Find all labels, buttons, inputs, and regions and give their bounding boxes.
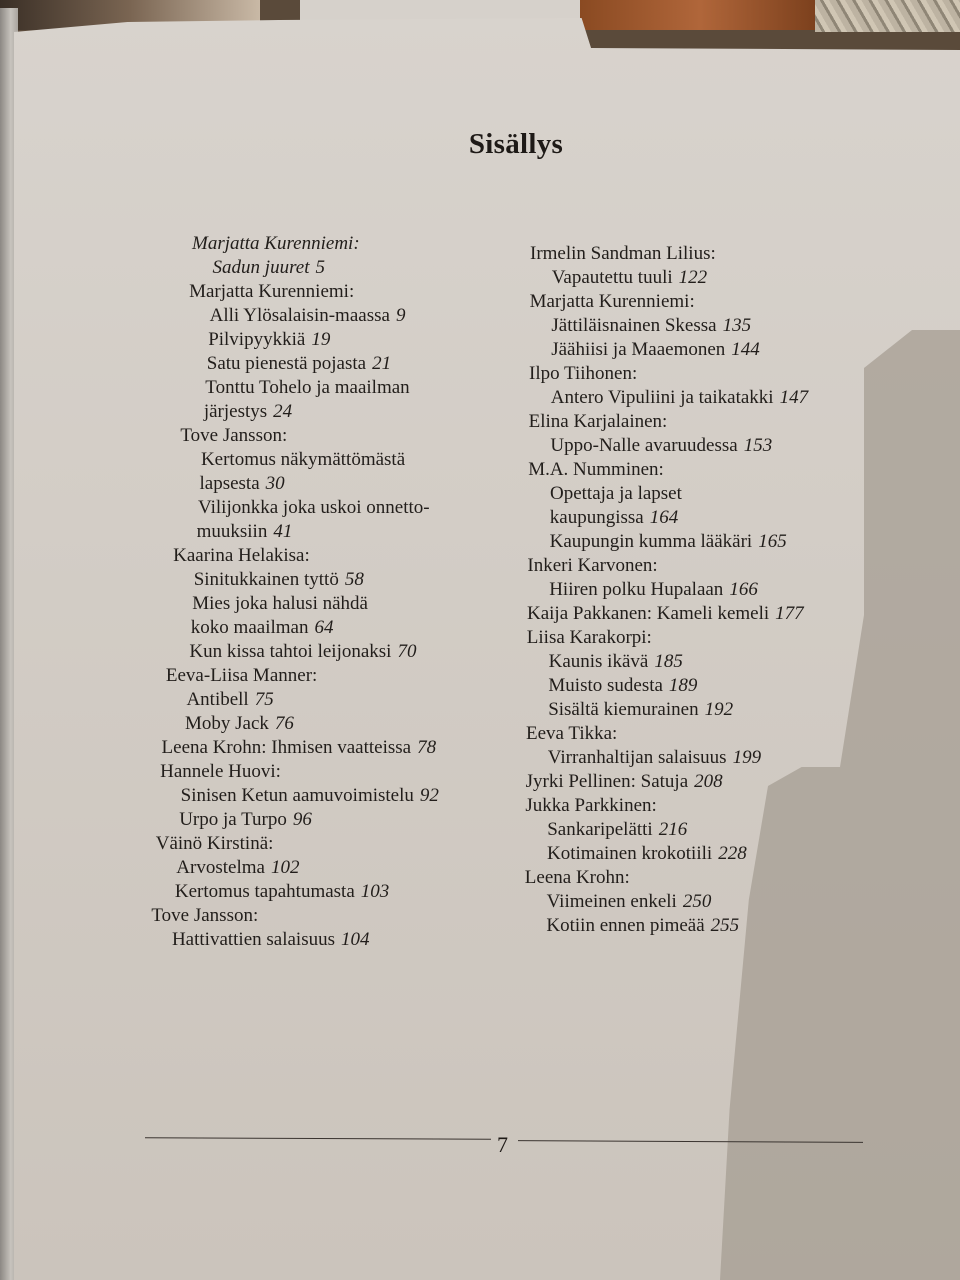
toc-entry-title (179, 448, 510, 472)
toc-entry-title (175, 520, 510, 544)
toc-entry-title (163, 712, 510, 736)
toc-entry-title (529, 338, 883, 362)
toc-entry-title (157, 808, 510, 832)
toc-entry-author (527, 602, 883, 626)
entry-text: Antibell (186, 689, 249, 710)
background-paper-sheet (300, 0, 590, 20)
entry-text: Marjatta Kurenniemi: (192, 233, 360, 254)
entry-text: Kaarina Helakisa: (173, 545, 310, 566)
entry-text: Jukka Parkkinen: (525, 795, 657, 816)
toc-entry-title (191, 256, 510, 280)
toc-entry-author (529, 410, 883, 434)
page-ref: 21 (372, 353, 392, 374)
entry-text: Kertomus näkymättömästä (200, 449, 406, 470)
entry-text: Arvostelma (176, 857, 265, 878)
entry-text: Irmelin Sandman Lilius: (530, 243, 716, 264)
entry-text: Vilijonkka joka uskoi onnetto- (198, 497, 430, 518)
page-ref: 165 (758, 531, 787, 552)
entry-text: Virranhaltijan salaisuus (547, 747, 727, 768)
toc-entry-title (526, 674, 883, 698)
background-wood-table (580, 0, 820, 30)
entry-text: Tonttu Tohelo ja maailman (205, 377, 410, 398)
toc-entry-title (178, 472, 511, 496)
toc-entry-author (527, 554, 883, 578)
entry-text: Antero Vipuliini ja taikatakki (550, 387, 774, 408)
page-ref: 166 (729, 579, 758, 600)
entry-text: Kotimainen krokotiili (547, 843, 713, 864)
page-ref: 78 (417, 737, 437, 758)
page-ref: 228 (718, 843, 747, 864)
page-ref: 75 (254, 689, 274, 710)
page-ref: 76 (274, 713, 294, 734)
page-ref: 58 (344, 569, 364, 590)
entry-text: Urpo ja Turpo (179, 809, 287, 830)
entry-text: M.A. Numminen: (528, 459, 664, 480)
toc-entry-title (529, 314, 883, 338)
toc-entry-author (189, 280, 510, 304)
toc-entry-title (526, 746, 883, 770)
page-ref: 30 (265, 473, 285, 494)
toc-entry-author (151, 904, 510, 928)
page-ref: 189 (668, 675, 698, 696)
entry-text: Mies joka halusi nähdä (192, 593, 368, 614)
page-ref: 185 (654, 651, 683, 672)
page-ref: 153 (743, 435, 773, 456)
page-ref: 177 (775, 603, 804, 624)
toc-entry-title (525, 890, 883, 914)
toc-entry-author (180, 424, 510, 448)
entry-text: Hannele Huovi: (160, 761, 281, 782)
toc-entry-title (186, 328, 510, 352)
toc-entry-title (188, 304, 510, 328)
entry-text: Sankaripelätti (547, 819, 653, 840)
toc-left-column (150, 232, 510, 952)
toc-entry-title (164, 688, 510, 712)
toc-entry-title (526, 698, 883, 722)
page-title: Sisällys (468, 128, 564, 160)
entry-text: Kaupungin kumma lääkäri (549, 531, 753, 552)
toc-entry-title (185, 352, 510, 376)
entry-text: Hiiren polku Hupalaan (549, 579, 724, 600)
page-ref: 41 (273, 521, 293, 542)
page-ref: 102 (270, 857, 300, 878)
entry-text: Tove Jansson: (180, 425, 288, 446)
page-ref: 192 (704, 699, 734, 720)
entry-text: Pilvipyykkiä (208, 329, 306, 350)
page-ref: 92 (419, 785, 439, 806)
entry-text: Ilpo Tiihonen: (529, 363, 638, 384)
toc-entry-title (150, 928, 510, 952)
entry-text: Uppo-Nalle avaruudessa (550, 435, 738, 456)
entry-text: Sinitukkainen tyttö (193, 569, 339, 590)
toc-entry-title (169, 616, 510, 640)
entry-text: Alli Ylösalaisin-maassa (209, 305, 390, 326)
entry-text: Hattivattien salaisuus (171, 929, 336, 950)
toc-entry-title (528, 482, 883, 506)
toc-right-column (523, 242, 883, 938)
toc-entry-author (527, 626, 883, 650)
entry-text: Kun kissa tahtoi leijonaksi (189, 641, 392, 662)
entry-text: Eeva-Liisa Manner: (165, 665, 318, 686)
entry-text: muuksiin (196, 521, 268, 542)
toc-entry-author (166, 664, 510, 688)
toc-entry-author (525, 794, 883, 818)
toc-entry-author (530, 290, 883, 314)
entry-text: järjestys (203, 401, 268, 422)
entry-text: Jyrki Pellinen: Satuja (525, 771, 689, 792)
toc-entry-title (527, 650, 883, 674)
background-knitted-fabric (815, 0, 960, 32)
toc-entry-author (156, 832, 510, 856)
toc-entry-title (170, 592, 510, 616)
page-ref: 24 (273, 401, 293, 422)
page-ref: 70 (397, 641, 417, 662)
entry-text: Sinisen Ketun aamuvoimistelu (180, 785, 414, 806)
toc-entry-title (159, 784, 510, 808)
page-ref: 64 (314, 617, 334, 638)
toc-entry-title (528, 434, 883, 458)
page-number: 7 (497, 1132, 508, 1157)
page-ref: 135 (722, 315, 752, 336)
entry-text: Marjatta Kurenniemi: (189, 281, 355, 302)
entry-text: Vapautettu tuuli (551, 267, 673, 288)
page-ref: 19 (311, 329, 331, 350)
toc-entry-title (527, 578, 883, 602)
toc-entry-title (528, 530, 883, 554)
entry-text: Inkeri Karvonen: (527, 555, 658, 576)
toc-entry-title (167, 640, 510, 664)
entry-text: Leena Krohn: Ihmisen vaatteissa (161, 737, 412, 758)
page-ref: 199 (732, 747, 762, 768)
entry-text: Tove Jansson: (151, 905, 259, 926)
toc-entry-title (154, 856, 510, 880)
toc-entry-author (173, 544, 510, 568)
entry-text: Muisto sudesta (548, 675, 663, 696)
page-ref: 5 (315, 257, 325, 278)
entry-text: Eeva Tikka: (526, 723, 618, 744)
page-ref: 208 (694, 771, 723, 792)
toc-entry-title (530, 266, 883, 290)
toc-entry-author (526, 770, 883, 794)
page-ref: 164 (649, 507, 679, 528)
page-ref: 147 (779, 387, 809, 408)
toc-entry-author (525, 866, 883, 890)
toc-entry-title (176, 496, 510, 520)
toc-entry-author (192, 232, 510, 256)
page-ref: 96 (292, 809, 312, 830)
entry-text: Jäähiisi ja Maaemonen (551, 339, 726, 360)
toc-entry-author (162, 736, 510, 760)
entry-text: Kertomus tapahtumasta (174, 881, 355, 902)
entry-text: Jättiläisnainen Skessa (551, 315, 717, 336)
entry-text: Elina Karjalainen: (528, 411, 668, 432)
page-ref: 216 (658, 819, 688, 840)
page-ref: 104 (341, 929, 370, 950)
page-ref: 144 (731, 339, 760, 360)
entry-text: Väinö Kirstinä: (155, 833, 274, 854)
entry-text: Satu pienestä pojasta (206, 353, 367, 374)
toc-entry-title (153, 880, 510, 904)
entry-text: kaupungissa (549, 507, 644, 528)
page-ref: 103 (360, 881, 390, 902)
entry-text: Marjatta Kurenniemi: (529, 291, 695, 312)
page-ref: 250 (682, 891, 712, 912)
entry-text: Sadun juuret (212, 257, 310, 278)
entry-text: lapsesta (199, 473, 260, 494)
toc-entry-title (183, 376, 510, 400)
entry-text: Leena Krohn: (524, 867, 630, 888)
toc-entry-title (172, 568, 510, 592)
toc-entry-author (530, 242, 883, 266)
toc-entry-title (529, 386, 883, 410)
toc-entry-author (160, 760, 510, 784)
entry-text: Moby Jack (185, 713, 269, 734)
toc-entry-author (528, 458, 883, 482)
entry-text: koko maailman (190, 617, 309, 638)
toc-entry-title (528, 506, 883, 530)
toc-entry-author (526, 722, 883, 746)
page-ref: 122 (678, 267, 708, 288)
entry-text: Kaija Pakkanen: Kameli kemeli (527, 603, 770, 624)
toc-entry-title (524, 914, 883, 938)
page-ref: 9 (395, 305, 406, 326)
entry-text: Kotiin ennen pimeää (546, 915, 705, 936)
entry-text: Kaunis ikävä (548, 651, 649, 672)
toc-entry-title (525, 818, 883, 842)
toc-entry-title (182, 400, 510, 424)
toc-entry-author (529, 362, 883, 386)
entry-text: Sisältä kiemurainen (548, 699, 699, 720)
toc-entry-title (525, 842, 883, 866)
entry-text: Opettaja ja lapset (550, 483, 682, 504)
entry-text: Liisa Karakorpi: (526, 627, 652, 648)
page-ref: 255 (710, 915, 740, 936)
entry-text: Viimeinen enkeli (546, 891, 677, 912)
